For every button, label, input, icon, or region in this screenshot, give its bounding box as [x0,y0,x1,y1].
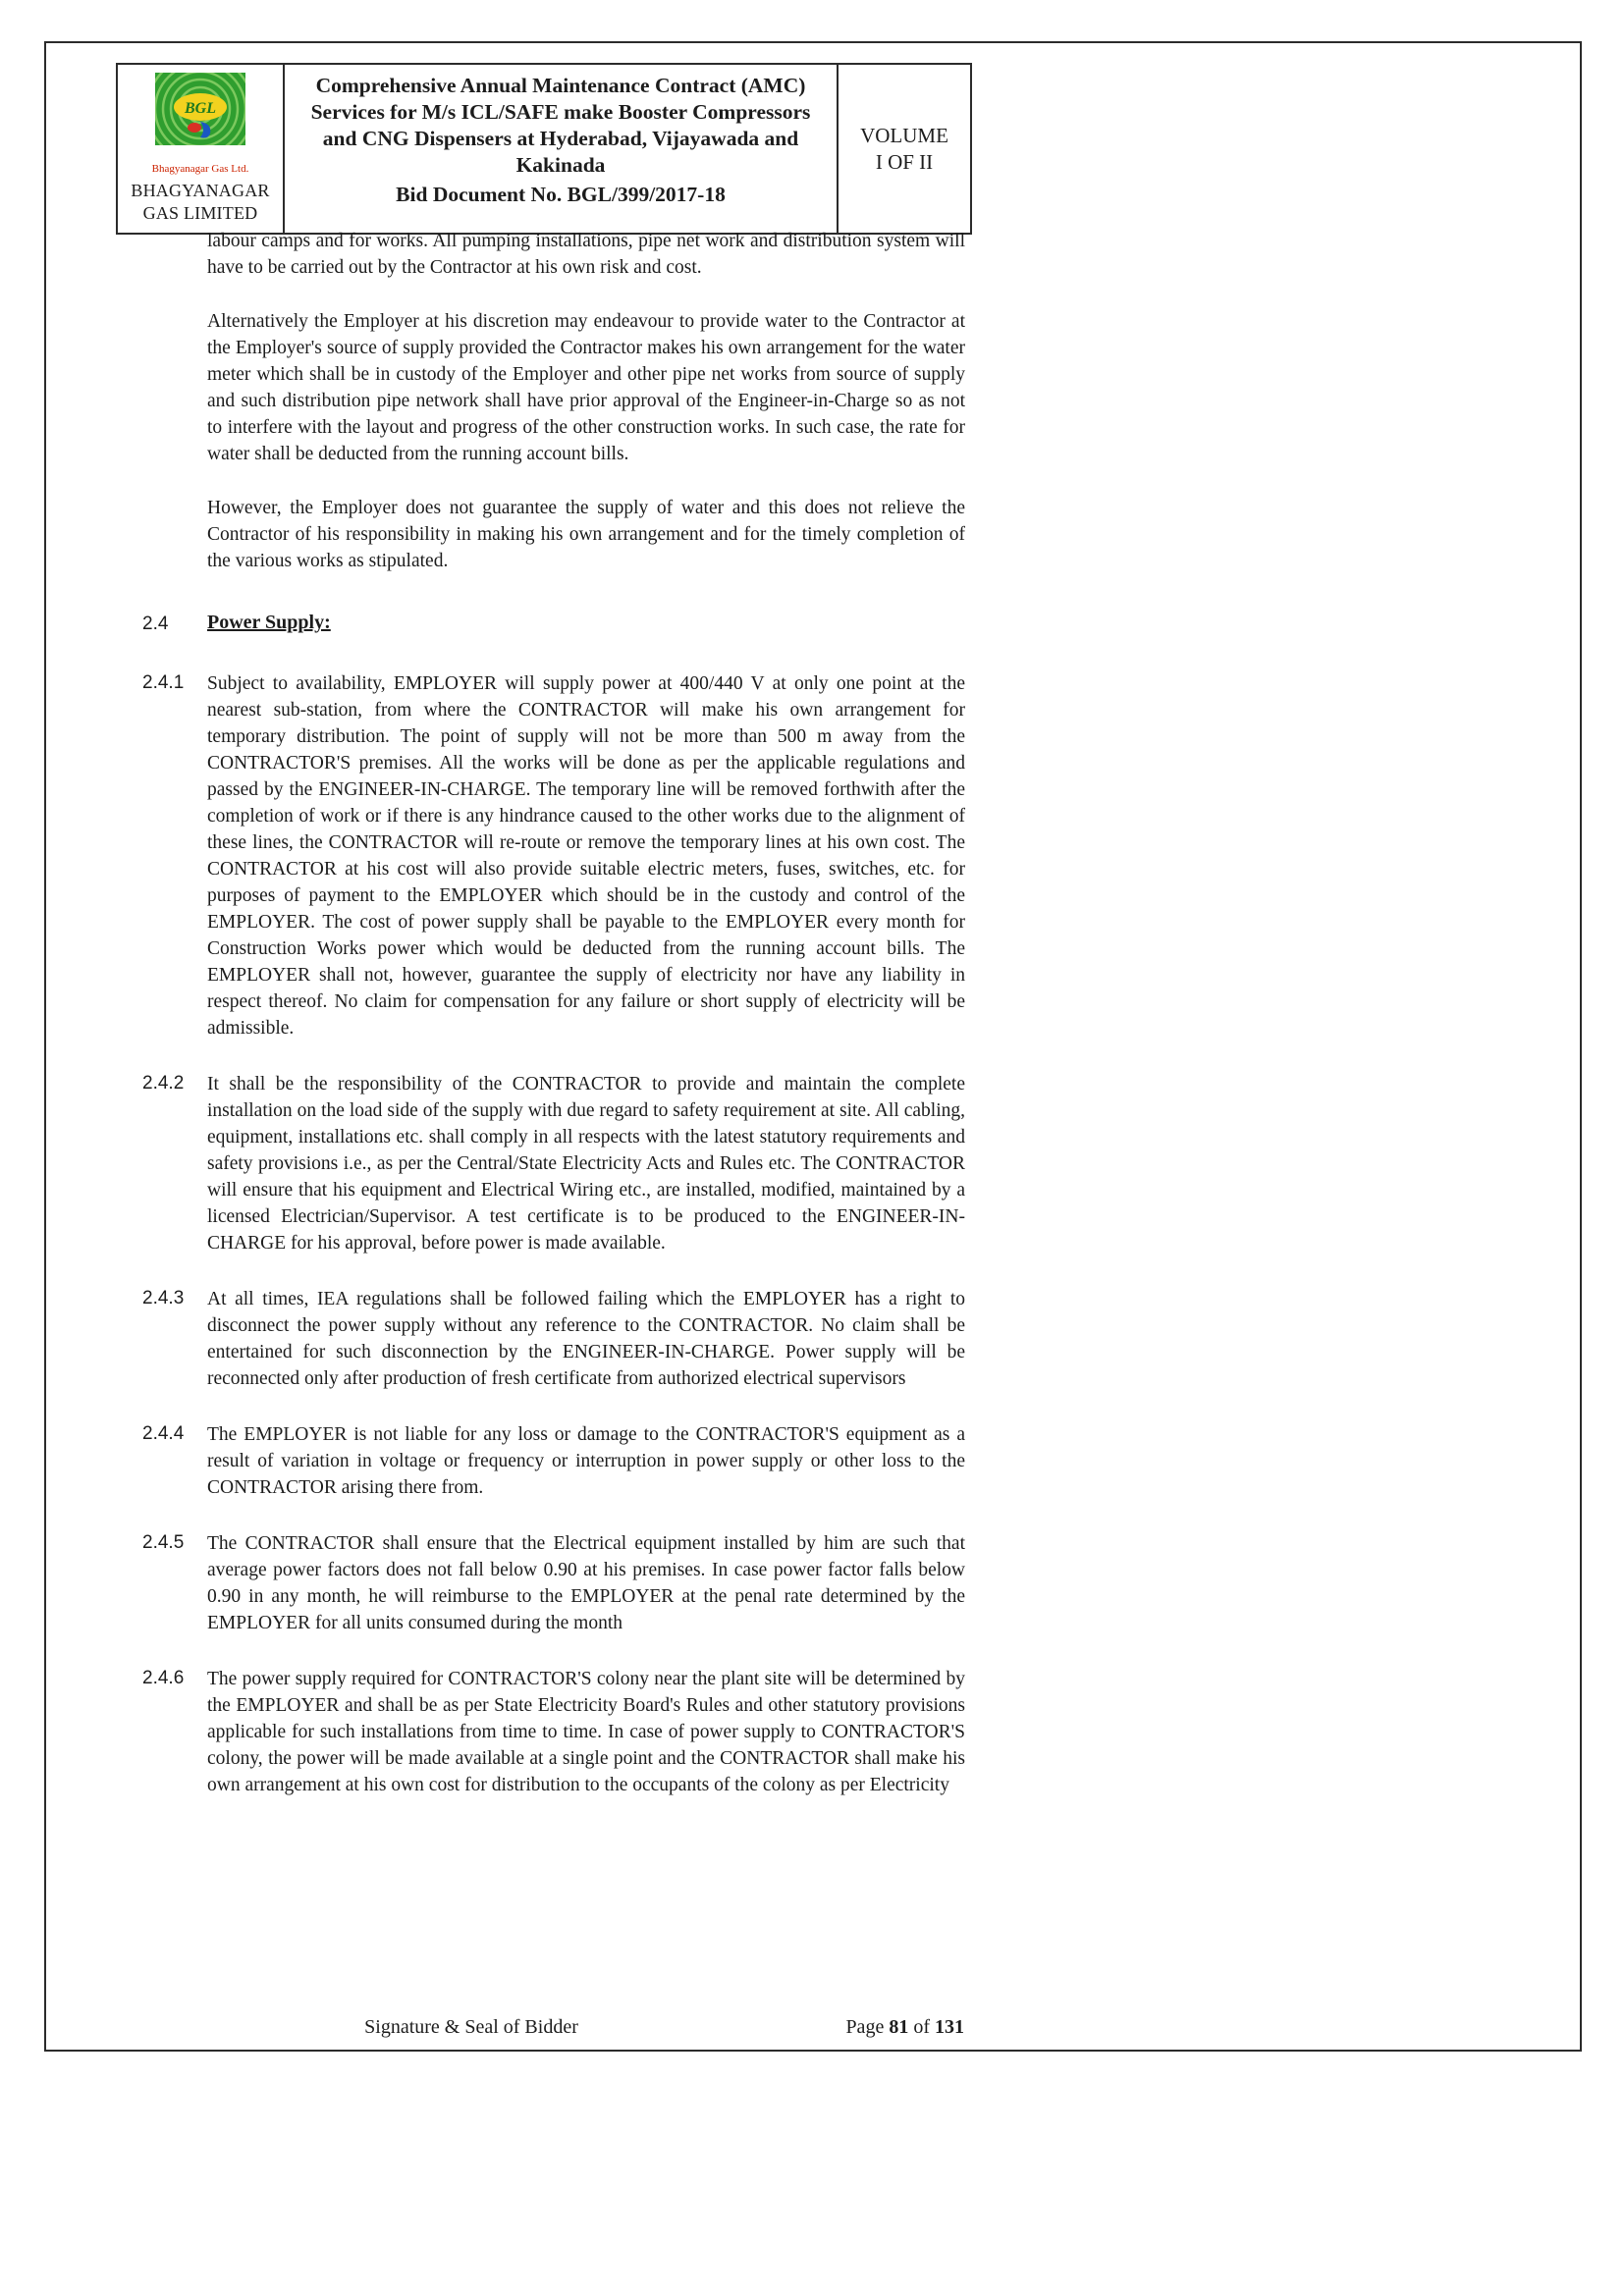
document-header [116,63,972,235]
clause [142,1421,965,1501]
volume-line2: I OF II [875,149,934,174]
clause-number: 2.4.5 [142,1532,185,1553]
clause-text: The power supply required for CONTRACTOR'S colony near the plant site will be determined by the EMPLOYER and shall be as per State Electricity Board's Rules and other statutory provisions applicable for such installations from time to time. In case of power supply to CONTRACTOR'S colony, the power will be made available at a single point and the CONTRACTOR shall make his own arrangement at his own cost for distribution to the occupants of the colony as per Electricity [207,1669,965,1795]
clause-text: Subject to availability, EMPLOYER will supply power at 400/440 V at only one point at the nearest sub-station, from where the CONTRACTOR will make his own arrangement for temporary distribution. The point of supply will not be more than 500 m away from the CONTRACTOR'S premises. All the works will be done as per the applicable regulations and passed by the ENGINEER-IN-CHARGE. The temporary line will be removed forthwith after the completion of work or if there is any hindrance caused to the other works due to the alignment of these lines, the CONTRACTOR will re-route or remove the temporary lines at his own cost. The CONTRACTOR at his cost will also provide suitable electric meters, fuses, switches, etc. for purposes of payment to the EMPLOYER which should be in the custody and control of the EMPLOYER. The cost of power supply shall be payable to the EMPLOYER every month for Construction Works power which would be deducted from the running account bills. The EMPLOYER shall not, however, guarantee the supply of electricity nor have any liability in respect thereof. No claim for compensation for any failure or short supply of electricity will be admissible. [207,673,965,1039]
company-name-line1: BHAGYANAGAR [131,181,270,200]
clause-text: It shall be the responsibility of the CONTRACTOR to provide and maintain the complete installation on the load side of the supply with due regard to safety requirement at site. All cabling, equipment, installations etc. shall comply in all respects with the latest statutory requirements and safety provisions i.e., as per the Central/State Electricity Acts and Rules etc. The CONTRACTOR will ensure that his equipment and Electrical Wiring etc., are installed, modified, maintained by a licensed Electrician/Supervisor. A test certificate is to be produced to the ENGINEER-IN-CHARGE for his approval, before power is made available. [207,1074,965,1254]
clause [142,1286,965,1392]
clause-number: 2.4.2 [142,1073,185,1094]
paragraph: labour camps and for works. All pumping installations, pipe net work and distribution system will have to be carried out by the Contractor at his own risk and cost. [207,231,965,278]
clause-number: 2.4.3 [142,1288,185,1308]
title-cell [285,65,839,233]
bid-document-number: Bid Document No. BGL/399/2017-18 [396,183,726,206]
clause-number: 2.4.6 [142,1668,185,1688]
logo-tagline: Bhagyanagar Gas Ltd. [151,163,249,175]
footer-total-pages: 131 [935,2016,964,2038]
paragraph: However, the Employer does not guarantee the supply of water and this does not relieve the Contractor of his responsibility in making his own arrangement and for the timely completion of the various works as stipulated. [207,498,965,571]
clause-text: The CONTRACTOR shall ensure that the Electrical equipment installed by him are such that average power factors does not fall below 0.90 at his premises. In case power factor falls below 0.90 in any month, he will reimburse to the EMPLOYER at the penal rate determined by the EMPLOYER for all units consumed during the month [207,1533,965,1633]
section-title: Power Supply: [207,612,331,633]
section-number: 2.4 [142,614,169,634]
company-logo-icon [151,71,249,157]
clause [142,1071,965,1256]
document-body [142,228,965,1828]
company-name-line2: GAS LIMITED [142,203,258,223]
paragraph: Alternatively the Employer at his discretion may endeavour to provide water to the Contractor at the Employer's source of supply provided the Contractor makes his own arrangement for the water meter which shall be in custody of the Employer and other pipe net works from source of supply and such distribution pipe network shall have prior approval of the Engineer-in-Charge so as not to interfere with the layout and progress of the other construction works. In such case, the rate for water shall be deducted from the running account bills. [207,311,965,464]
clause [142,670,965,1041]
volume-line1: VOLUME [860,123,948,147]
clause [142,1530,965,1636]
clause-text: The EMPLOYER is not liable for any loss or damage to the CONTRACTOR'S equipment as a result of variation in voltage or frequency or interruption in power supply or other loss to the CONTRACTOR arising there from. [207,1424,965,1498]
clause-number: 2.4.1 [142,672,185,693]
document-title: Comprehensive Annual Maintenance Contract (AMC) Services for M/s ICL/SAFE make Booster Compressors and CNG Dispensers at Hyderabad, Vijayawada and Kakinada [310,74,811,177]
footer-page-indicator [845,2016,964,2039]
company-name [122,180,279,225]
logo-red-dot [188,123,201,133]
footer-page-number: 81 [889,2016,909,2038]
footer-of-word: of [913,2016,930,2038]
logo-acronym: BGL [185,100,216,117]
clause-text: At all times, IEA regulations shall be followed failing which the EMPLOYER has a right to disconnect the power supply without any reference to the CONTRACTOR. No claim shall be entertained for such disconnection by the ENGINEER-IN-CHARGE. Power supply will be reconnected only after production of fresh certificate from authorized electrical supervisors [207,1289,965,1389]
clause-number: 2.4.4 [142,1423,185,1444]
section-heading [142,612,965,635]
footer-page-word: Page [845,2016,885,2038]
footer-signature-label: Signature & Seal of Bidder [364,2016,578,2038]
volume-cell [839,65,970,233]
logo-cell [118,65,285,233]
clause [142,1666,965,1798]
